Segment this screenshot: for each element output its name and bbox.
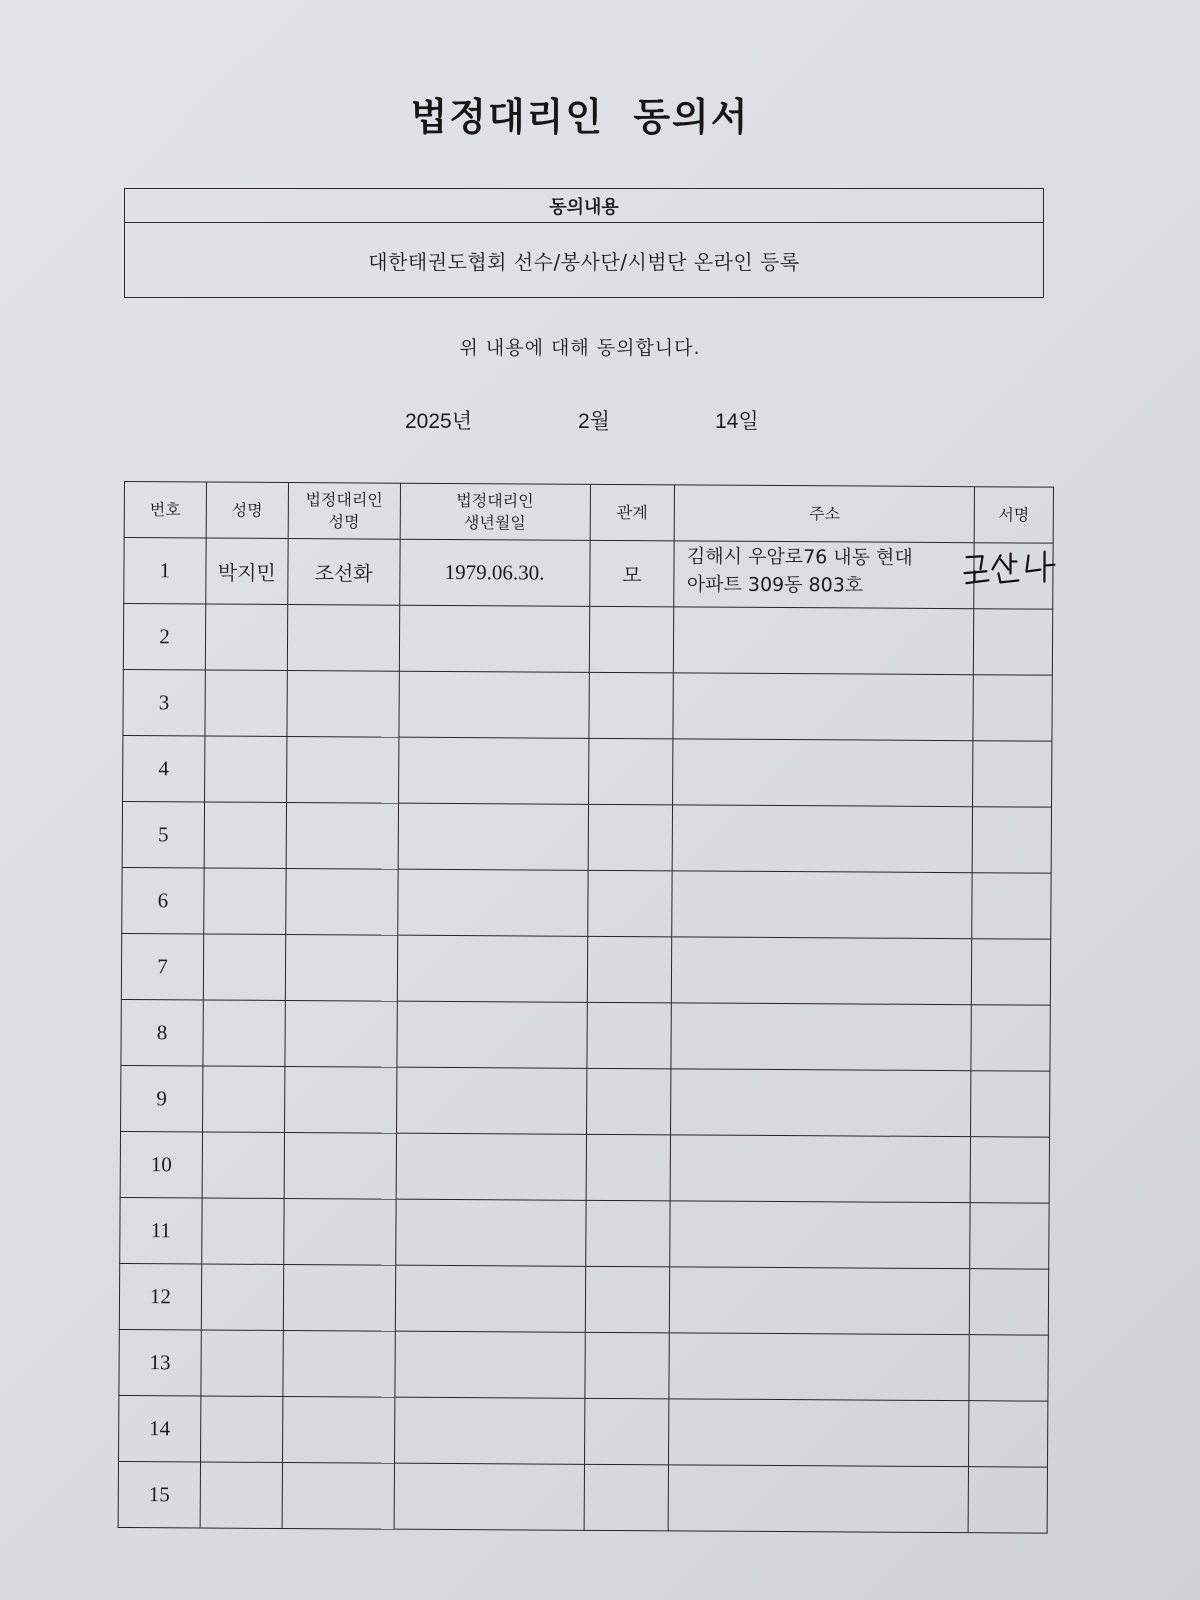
cell-no: 3	[123, 669, 205, 735]
table-row	[123, 735, 1052, 807]
cell-name	[205, 670, 287, 736]
cell-name	[202, 1132, 284, 1198]
consent-content-box	[124, 188, 1044, 298]
cell-address	[674, 541, 974, 609]
table-row	[123, 604, 1052, 676]
consent-heading: 동의내용	[125, 189, 1043, 223]
cell-no: 8	[121, 999, 203, 1065]
header-guardian-name-line2: 성명	[328, 511, 360, 531]
cell-address	[671, 1003, 971, 1071]
table-row	[119, 1395, 1048, 1467]
cell-guardian-name	[283, 1330, 395, 1397]
cell-guardian-birth	[395, 1265, 585, 1332]
table-row	[122, 867, 1051, 939]
cell-guardian-birth	[396, 1133, 586, 1200]
date-year: 2025년	[405, 410, 473, 433]
cell-no: 13	[119, 1329, 201, 1395]
cell-relation	[586, 1002, 671, 1069]
cell-no: 14	[119, 1395, 201, 1461]
cell-guardian-name	[287, 671, 399, 738]
cell-guardian-birth	[397, 1001, 587, 1068]
cell-name	[205, 604, 287, 670]
cell-address	[673, 805, 973, 873]
cell-address	[672, 937, 972, 1005]
cell-name	[200, 1396, 282, 1462]
cell-signature	[972, 807, 1051, 873]
cell-guardian-name	[284, 1198, 396, 1265]
cell-relation	[586, 1134, 671, 1201]
agreement-statement: 위 내용에 대해 동의합니다.	[459, 337, 701, 359]
cell-no: 1	[124, 538, 206, 604]
cell-name	[203, 934, 285, 1000]
cell-address	[670, 1201, 970, 1269]
table-row	[120, 1131, 1049, 1203]
cell-guardian-birth	[395, 1199, 585, 1266]
date-month: 2월	[578, 410, 610, 433]
table-row	[121, 1065, 1050, 1137]
header-guardian-birth-line1: 법정대리인	[456, 490, 534, 511]
cell-relation	[585, 1200, 670, 1267]
table-body	[118, 538, 1053, 1534]
cell-guardian-birth	[396, 1067, 586, 1134]
cell-guardian-name	[284, 1132, 396, 1199]
cell-signature	[973, 675, 1052, 741]
address-line-2: 아파트 309동 803호	[686, 572, 864, 597]
cell-name	[201, 1330, 283, 1396]
cell-address	[669, 1333, 969, 1401]
header-guardian-name-line1: 법정대리인	[305, 490, 383, 510]
cell-address	[672, 871, 972, 939]
cell-guardian-name	[285, 1000, 397, 1067]
cell-no: 4	[123, 735, 205, 801]
cell-signature	[969, 1269, 1048, 1335]
table-row	[121, 933, 1050, 1005]
cell-guardian-name	[286, 802, 398, 869]
cell-relation	[584, 1398, 669, 1465]
header-relation: 관계	[590, 484, 675, 541]
cell-relation	[589, 606, 674, 673]
address-line-1: 김해시 우암로76 내동 현대	[686, 545, 913, 569]
cell-signature	[969, 1335, 1048, 1401]
cell-guardian-name: 조선화	[288, 539, 400, 606]
cell-signature	[971, 1005, 1050, 1071]
cell-guardian-birth	[399, 671, 589, 738]
table-row	[122, 801, 1051, 873]
guardian-roster-table	[118, 481, 1054, 1534]
cell-guardian-name	[286, 736, 398, 803]
cell-relation	[586, 1068, 671, 1135]
cell-relation	[588, 738, 673, 805]
cell-guardian-birth	[398, 803, 588, 870]
header-guardian-birth-line2: 생년월일	[463, 512, 526, 532]
table-header-row	[124, 482, 1053, 544]
cell-address	[673, 739, 973, 807]
cell-relation	[585, 1266, 670, 1333]
handwritten-signature	[960, 547, 1060, 588]
cell-no: 15	[118, 1461, 200, 1527]
cell-guardian-birth: 1979.06.30.	[399, 539, 589, 606]
cell-guardian-birth	[399, 605, 589, 672]
table-row	[121, 999, 1050, 1071]
cell-signature	[973, 609, 1052, 675]
cell-no: 5	[122, 801, 204, 867]
cell-relation	[587, 870, 672, 937]
cell-guardian-name	[287, 605, 399, 672]
cell-signature	[970, 1137, 1049, 1203]
cell-no: 12	[119, 1263, 201, 1329]
cell-relation	[584, 1464, 669, 1531]
cell-guardian-birth	[395, 1331, 585, 1398]
table-row	[120, 1197, 1049, 1269]
table-row	[118, 1461, 1047, 1533]
table-row	[119, 1263, 1048, 1335]
cell-name	[202, 1198, 284, 1264]
table-row	[123, 669, 1052, 741]
date-day: 14일	[715, 410, 759, 433]
cell-address	[670, 1267, 970, 1335]
cell-guardian-name	[282, 1462, 394, 1529]
cell-no: 2	[123, 604, 205, 670]
cell-signature	[974, 543, 1053, 609]
cell-name	[202, 1066, 284, 1132]
header-guardian-birth	[400, 483, 590, 540]
cell-no: 7	[121, 933, 203, 999]
table-row	[124, 538, 1053, 610]
cell-signature	[972, 873, 1051, 939]
cell-signature	[970, 1203, 1049, 1269]
cell-signature	[973, 741, 1052, 807]
header-address: 주소	[675, 485, 975, 543]
header-guardian-name	[288, 483, 400, 540]
cell-name	[204, 736, 286, 802]
cell-name	[203, 1000, 285, 1066]
cell-address	[674, 607, 974, 675]
cell-guardian-birth	[398, 737, 588, 804]
cell-address	[671, 1069, 971, 1137]
cell-no: 10	[120, 1131, 202, 1197]
cell-guardian-name	[282, 1396, 394, 1463]
cell-guardian-name	[286, 868, 398, 935]
cell-guardian-birth	[397, 869, 587, 936]
cell-relation	[587, 936, 672, 1003]
cell-name	[200, 1462, 282, 1528]
cell-signature	[971, 1071, 1050, 1137]
header-no: 번호	[124, 482, 206, 538]
cell-address	[669, 1399, 969, 1467]
header-signature: 서명	[974, 487, 1053, 543]
cell-relation	[588, 672, 673, 739]
cell-guardian-birth	[397, 935, 587, 1002]
cell-name: 박지민	[206, 538, 288, 604]
cell-address	[671, 1135, 971, 1203]
header-name: 성명	[206, 482, 288, 538]
cell-address	[673, 673, 973, 741]
cell-relation	[584, 1332, 669, 1399]
cell-no: 9	[121, 1065, 203, 1131]
cell-guardian-birth	[394, 1397, 584, 1464]
cell-name	[204, 868, 286, 934]
cell-relation	[588, 804, 673, 871]
cell-guardian-name	[284, 1066, 396, 1133]
document-title: 법정대리인 동의서	[410, 95, 750, 139]
cell-guardian-name	[285, 934, 397, 1001]
cell-signature	[969, 1401, 1048, 1467]
cell-signature	[968, 1467, 1047, 1533]
table-row	[119, 1329, 1048, 1401]
cell-address	[669, 1465, 969, 1533]
cell-no: 6	[122, 867, 204, 933]
cell-guardian-name	[283, 1264, 395, 1331]
consent-content: 대한태권도협회 선수/봉사단/시범단 온라인 등록	[368, 249, 800, 274]
cell-signature	[971, 939, 1050, 1005]
cell-guardian-birth	[394, 1463, 584, 1530]
cell-relation: 모	[589, 540, 674, 607]
cell-name	[201, 1264, 283, 1330]
cell-name	[204, 802, 286, 868]
cell-no: 11	[120, 1197, 202, 1263]
